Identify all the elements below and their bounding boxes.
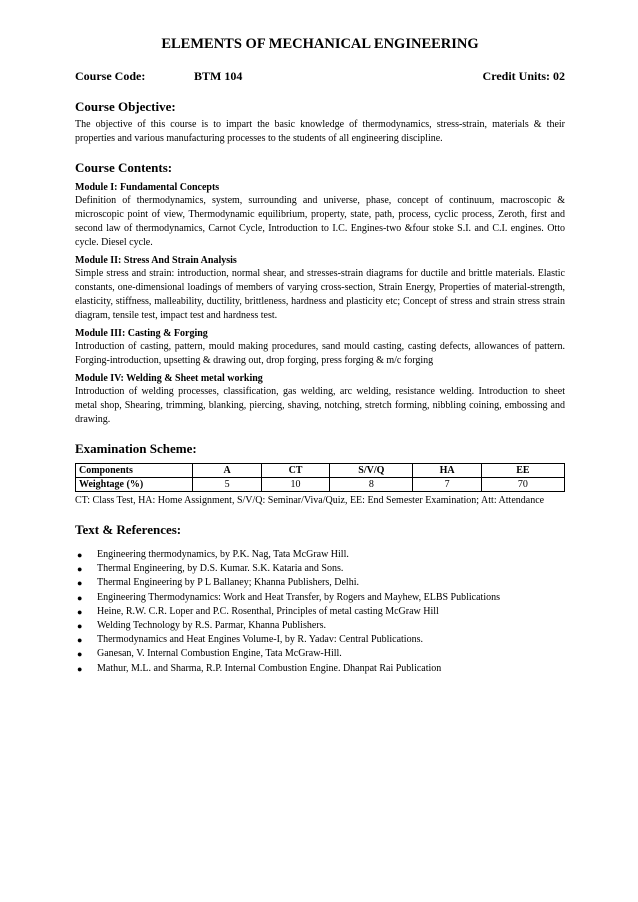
table-cell: 7 xyxy=(413,478,481,492)
module-2 xyxy=(75,254,565,323)
exam-heading: Examination Scheme: xyxy=(75,441,197,456)
table-cell: Components xyxy=(76,464,193,478)
module-title: Module III: Casting & Forging xyxy=(75,328,208,339)
objective-text: The objective of this course is to impart the basic knowledge of thermodynamics, stress-strain, materials & their properties and various manufacturing processes to the students of all engineering discipline. xyxy=(75,119,565,144)
bullet-icon: ● xyxy=(77,578,83,589)
list-item xyxy=(75,562,565,576)
module-3 xyxy=(75,327,565,368)
list-item xyxy=(75,576,565,590)
bullet-icon: ● xyxy=(77,564,83,575)
table-cell: 10 xyxy=(261,478,329,492)
table-cell: S/V/Q xyxy=(330,464,413,478)
module-title: Module IV: Welding & Sheet metal working xyxy=(75,373,263,384)
module-text: Introduction of casting, pattern, mould making procedures, sand mould casting, casting defects, allowances of pattern. Forging-introduction, upsetting & drawing out, drop forging, press forging & m/c forging xyxy=(75,341,565,366)
reference-text: Engineering Thermodynamics: Work and Heat Transfer, by Rogers and Mayhew, ELBS Publications xyxy=(97,591,500,603)
module-title: Module I: Fundamental Concepts xyxy=(75,182,220,193)
course-code-label: Course Code: xyxy=(75,69,146,83)
bullet-icon: ● xyxy=(77,621,83,632)
bullet-icon: ● xyxy=(77,663,83,674)
reference-text: Thermodynamics and Heat Engines Volume-I, by R. Yadav: Central Publications. xyxy=(97,634,423,646)
reference-text: Mathur, M.L. and Sharma, R.P. Internal Combustion Engine. Dhanpat Rai Publication xyxy=(97,662,442,674)
table-cell: Weightage (%) xyxy=(76,478,193,492)
module-4 xyxy=(75,372,565,427)
references-heading: Text & References: xyxy=(75,522,182,537)
table-row xyxy=(76,478,565,492)
module-title: Module II: Stress And Strain Analysis xyxy=(75,255,237,266)
reference-text: Heine, R.W. C.R. Loper and P.C. Rosenthal, Principles of metal casting McGraw Hill xyxy=(97,605,439,617)
bullet-icon: ● xyxy=(77,635,83,646)
credit-units: Credit Units: 02 xyxy=(482,69,565,83)
table-header-row xyxy=(76,464,565,478)
table-cell: 5 xyxy=(193,478,261,492)
bullet-icon: ● xyxy=(77,606,83,617)
list-item xyxy=(75,619,565,633)
bullet-icon: ● xyxy=(77,649,83,660)
reference-text: Engineering thermodynamics, by P.K. Nag, Tata McGraw Hill. xyxy=(97,549,349,560)
module-text: Definition of thermodynamics, system, surrounding and universe, phase, concept of continuum, macroscopic & microscopic point of view, Thermodynamic equilibrium, property, state, path, process, cyclic process, Zeroth, first and second law of thermodynamics, Carnot Cycle, Introduction to I.C. Engines-two &four stoke S.I. and C.I. engines. Otto cycle. Diesel cycle. xyxy=(75,195,565,248)
table-cell: HA xyxy=(413,464,481,478)
list-item xyxy=(75,548,565,562)
bullet-icon: ● xyxy=(77,550,83,560)
module-text: Introduction of welding processes, classification, gas welding, arc welding, resistance welding. Introduction to sheet metal shop, Shearing, trimming, blanking, piercing, shaving, notching, stretch forming, nibbling coining, embossing and drawing. xyxy=(75,386,565,425)
list-item xyxy=(75,647,565,661)
reference-text: Thermal Engineering, by D.S. Kumar. S.K. Kataria and Sons. xyxy=(97,563,344,575)
list-item xyxy=(75,605,565,619)
course-code-value: BTM 104 xyxy=(194,69,243,83)
list-item xyxy=(75,591,565,605)
course-code-row xyxy=(75,69,565,85)
contents-heading: Course Contents: xyxy=(75,160,173,175)
list-item xyxy=(75,662,565,676)
reference-text: Thermal Engineering by P L Ballaney; Khanna Publishers, Delhi. xyxy=(97,577,359,589)
table-cell: 70 xyxy=(481,478,564,492)
objective-heading: Course Objective: xyxy=(75,99,176,114)
table-cell: A xyxy=(193,464,261,478)
exam-scheme-table xyxy=(75,463,565,492)
list-item xyxy=(75,633,565,647)
module-1 xyxy=(75,181,565,250)
reference-text: Welding Technology by R.S. Parmar, Khanna Publishers. xyxy=(97,620,326,632)
table-cell: CT xyxy=(261,464,329,478)
table-cell: EE xyxy=(481,464,564,478)
bullet-icon: ● xyxy=(77,592,83,603)
references-list xyxy=(75,548,565,676)
module-text: Simple stress and strain: introduction, normal shear, and stresses-strain diagrams for ductile and brittle materials. Elastic constants, one-dimensional loadings of members of varying cross-section, Strain Energy, Properties of material-strength, elasticity, stiffness, malleability, ductility, brittleness, hardness and plasticity etc; Concept of stress and strain stress strain diagram, tensile test, impact test and hardness test. xyxy=(75,268,565,321)
exam-note: CT: Class Test, HA: Home Assignment, S/V/Q: Seminar/Viva/Quiz, EE: End Semester Examination; Att: Attendance xyxy=(75,495,545,506)
document-title: ELEMENTS OF MECHANICAL ENGINEERING xyxy=(161,36,479,52)
table-cell: 8 xyxy=(330,478,413,492)
document-page xyxy=(75,36,565,676)
reference-text: Ganesan, V. Internal Combustion Engine, Tata McGraw-Hill. xyxy=(97,648,342,660)
